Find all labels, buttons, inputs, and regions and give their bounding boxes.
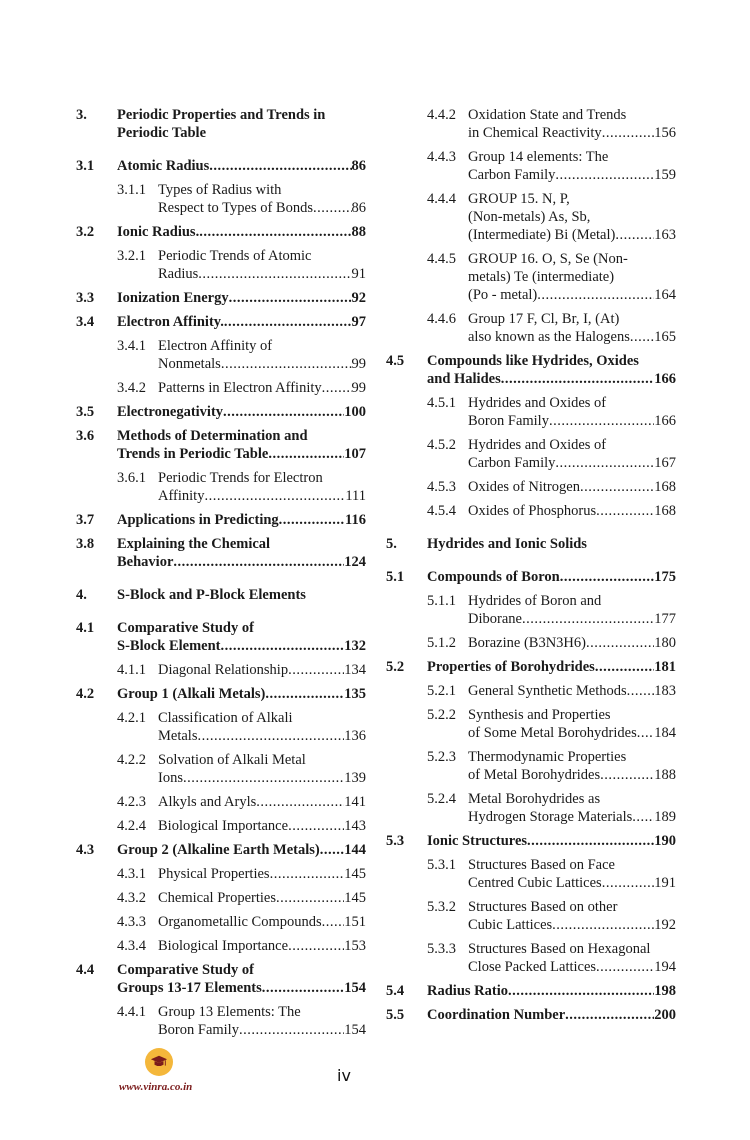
toc-section[interactable]: [386, 982, 676, 1000]
publisher-logo: [145, 1048, 173, 1076]
toc-entry-title: Close Packed Lattices: [468, 959, 597, 975]
dot-leader: [183, 769, 344, 787]
dot-leader: [527, 832, 654, 850]
toc-page-number: 190: [654, 833, 676, 849]
toc-entry-number: 4.2.4: [117, 818, 146, 834]
toc-entry-title: Nonmetals: [158, 356, 221, 372]
toc-entry-number: 4.3.3: [117, 914, 146, 930]
toc-entry-number: 4.2: [76, 686, 95, 702]
dot-leader: [268, 445, 344, 463]
toc-page-number: 111: [345, 488, 366, 504]
toc-subsection[interactable]: [76, 793, 366, 811]
toc-page-number: 143: [344, 818, 366, 834]
dot-leader: [555, 454, 654, 472]
toc-entry-number: 4.4.4: [427, 191, 456, 207]
dot-leader: [586, 634, 654, 652]
dot-leader: [595, 658, 654, 676]
toc-entry-title: (Intermediate) Bi (Metal): [468, 227, 616, 243]
toc-entry-number: 5.2.1: [427, 683, 456, 699]
toc-section[interactable]: [76, 619, 366, 655]
dot-leader: [560, 568, 655, 586]
dot-leader: [256, 793, 344, 811]
toc-page-number: 184: [654, 725, 676, 741]
toc-subsection[interactable]: [76, 661, 366, 679]
dot-leader: [229, 289, 352, 307]
toc-entry-title: Applications in Predicting: [117, 512, 279, 528]
toc-entry-title: Centred Cubic Lattices: [468, 875, 602, 891]
dot-leader: [265, 685, 344, 703]
toc-page-number: 116: [345, 512, 366, 528]
dot-leader: [276, 889, 344, 907]
toc-page-number: 141: [344, 794, 366, 810]
dot-leader: [197, 727, 344, 745]
toc-page-number: 175: [654, 569, 676, 585]
toc-page-number: 166: [654, 413, 676, 429]
toc-page-number: 168: [654, 503, 676, 519]
toc-entry-number: 5.3.2: [427, 899, 456, 915]
toc-page-number: 177: [654, 611, 676, 627]
toc-subsection[interactable]: [386, 190, 676, 244]
dot-leader: [501, 370, 655, 388]
toc-entry-title: also known as the Halogens: [468, 329, 630, 345]
toc-entry-title: Ionic Structures: [427, 833, 528, 849]
toc-subsection[interactable]: [386, 310, 676, 346]
toc-page-number: 107: [344, 446, 366, 462]
dot-leader: [223, 403, 344, 421]
toc-subsection[interactable]: [76, 469, 366, 505]
toc-entry-title: Patterns in Electron Affinity: [158, 380, 322, 396]
toc-page-number: 134: [344, 662, 366, 678]
toc-entry-number: 3.4.1: [117, 338, 146, 354]
toc-entry-number: 3.6.1: [117, 470, 146, 486]
toc-subsection[interactable]: [386, 478, 676, 496]
toc-entry-title: Trends in Periodic Table: [117, 446, 269, 462]
toc-entry-number: 4.3.1: [117, 866, 146, 882]
toc-subsection[interactable]: [386, 148, 676, 184]
dot-leader: [600, 766, 654, 784]
toc-entry-number: 4.5.4: [427, 503, 456, 519]
toc-entry-number: 5.1.1: [427, 593, 456, 609]
toc-entry-title: Structures Based on Hexagonal: [468, 941, 651, 957]
toc-chapter[interactable]: [386, 535, 676, 553]
toc-entry-title: and Halides: [427, 371, 501, 387]
toc-chapter[interactable]: [76, 106, 366, 142]
toc-entry-number: 5.2: [386, 659, 405, 675]
dot-leader: [198, 265, 351, 283]
toc-entry-number: 5.1.2: [427, 635, 456, 651]
toc-subsection[interactable]: [386, 394, 676, 430]
toc-entry-title: Solvation of Alkali Metal: [158, 752, 306, 768]
toc-entry-title: Oxidation State and Trends: [468, 107, 627, 123]
toc-subsection[interactable]: [76, 889, 366, 907]
toc-page-number: 135: [344, 686, 366, 702]
toc-entry-number: 5.3: [386, 833, 405, 849]
toc-entry-title: Boron Family: [468, 413, 549, 429]
toc-page-number: 198: [654, 983, 676, 999]
dot-leader: [262, 979, 345, 997]
toc-entry-title: Structures Based on Face: [468, 857, 615, 873]
dot-leader: [602, 124, 655, 142]
toc-entry-title: Physical Properties: [158, 866, 270, 882]
toc-entry-number: 5.5: [386, 1007, 405, 1023]
toc-entry-number: 4.5.3: [427, 479, 456, 495]
toc-page-number: 99: [351, 356, 366, 372]
toc-entry-number: 3.2.1: [117, 248, 146, 264]
toc-entry-title: Atomic Radius: [117, 158, 210, 174]
toc-entry-title: Synthesis and Properties: [468, 707, 611, 723]
toc-entry-title: Explaining the Chemical: [117, 536, 271, 552]
toc-section[interactable]: [76, 223, 366, 241]
toc-entry-title: Organometallic Compounds: [158, 914, 322, 930]
toc-subsection[interactable]: [76, 247, 366, 283]
toc-section[interactable]: [76, 289, 366, 307]
toc-entry-number: 5.2.4: [427, 791, 456, 807]
toc-entry-title: Cubic Lattices: [468, 917, 553, 933]
toc-entry-title: Ionic Radius.: [117, 224, 200, 240]
toc-entry-title: Periodic Trends of Atomic: [158, 248, 312, 264]
toc-subsection[interactable]: [76, 751, 366, 787]
dot-leader: [204, 487, 345, 505]
toc-page-number: 144: [344, 842, 366, 858]
toc-entry-title: metals) Te (intermediate): [468, 269, 615, 285]
dot-leader: [602, 874, 655, 892]
toc-entry-number: 4.4.3: [427, 149, 456, 165]
toc-entry-title: Periodic Trends for Electron: [158, 470, 323, 486]
toc-page-number: 100: [344, 404, 366, 420]
toc-entry-title: Oxides of Nitrogen: [468, 479, 580, 495]
toc-entry-title: GROUP 15. N, P,: [468, 191, 570, 207]
toc-subsection[interactable]: [76, 913, 366, 931]
dot-leader: [552, 916, 654, 934]
dot-leader: [322, 379, 352, 397]
toc-entry-number: 5.2.2: [427, 707, 456, 723]
toc-page-number: 145: [344, 866, 366, 882]
toc-left-column: [76, 106, 366, 1045]
website-link[interactable]: www.vinra.co.in: [119, 1081, 193, 1093]
toc-entry-number: 4.4.2: [427, 107, 456, 123]
toc-entry-title: Carbon Family: [468, 167, 556, 183]
dot-leader: [320, 841, 345, 859]
toc-entry-title: Compounds like Hydrides, Oxides: [427, 353, 639, 369]
toc-subsection[interactable]: [386, 634, 676, 652]
toc-entry-number: 3.5: [76, 404, 95, 420]
toc-entry-number: 3.3: [76, 290, 95, 306]
toc-page-number: 99: [351, 380, 366, 396]
dot-leader: [288, 817, 344, 835]
toc-entry-title: Boron Family: [158, 1022, 239, 1038]
toc-section[interactable]: [76, 157, 366, 175]
toc-section[interactable]: [76, 313, 366, 331]
toc-entry-number: 4.: [76, 587, 87, 603]
toc-entry-title: (Po - metal): [468, 287, 538, 303]
toc-section[interactable]: [76, 427, 366, 463]
toc-entry-title: Electron Affinity of: [158, 338, 273, 354]
toc-entry-title: Methods of Determination and: [117, 428, 308, 444]
dot-leader: [199, 223, 351, 241]
dot-leader: [549, 412, 654, 430]
toc-entry-number: 4.4: [76, 962, 95, 978]
toc-subsection[interactable]: [76, 1003, 366, 1039]
toc-section[interactable]: [386, 1006, 676, 1024]
toc-subsection[interactable]: [76, 937, 366, 955]
toc-subsection[interactable]: [386, 250, 676, 304]
toc-entry-number: 5.: [386, 536, 397, 552]
toc-entry-number: 3.7: [76, 512, 95, 528]
toc-section[interactable]: [386, 832, 676, 850]
toc-section[interactable]: [76, 403, 366, 421]
toc-entry-title: Radius: [158, 266, 199, 282]
toc-page-number: 145: [344, 890, 366, 906]
toc-entry-title: Electron Affinity.: [117, 314, 224, 330]
toc-entry-title: Ionization Energy: [117, 290, 229, 306]
toc-page-number: 154: [344, 980, 366, 996]
dot-leader: [565, 1006, 654, 1024]
toc-entry-number: 5.2.3: [427, 749, 456, 765]
toc-page-number: 156: [654, 125, 676, 141]
dot-leader: [224, 313, 352, 331]
toc-subsection[interactable]: [76, 337, 366, 373]
toc-entry-title: Behavior: [117, 554, 174, 570]
toc-subsection[interactable]: [386, 790, 676, 826]
toc-page-number: 151: [344, 914, 366, 930]
toc-entry-number: 5.3.3: [427, 941, 456, 957]
toc-entry-title: S-Block Element: [117, 638, 221, 654]
toc-entry-number: 3.2: [76, 224, 95, 240]
toc-section[interactable]: [76, 511, 366, 529]
toc-entry-title: Structures Based on other: [468, 899, 618, 915]
toc-entry-title: Hydrides of Boron and: [468, 593, 602, 609]
toc-entry-title: Respect to Types of Bonds: [158, 200, 313, 216]
toc-page-number: 153: [344, 938, 366, 954]
toc-entry-title: Comparative Study of: [117, 620, 254, 636]
toc-subsection[interactable]: [386, 898, 676, 934]
toc-subsection[interactable]: [386, 592, 676, 628]
toc-page-number: 181: [654, 659, 676, 675]
toc-entry-number: 4.5.2: [427, 437, 456, 453]
toc-entry-title: Affinity: [158, 488, 205, 504]
dot-leader: [537, 286, 654, 304]
toc-section[interactable]: [76, 961, 366, 997]
toc-entry-title: Classification of Alkali: [158, 710, 293, 726]
toc-page-number: 154: [344, 1022, 366, 1038]
toc-subsection[interactable]: [386, 436, 676, 472]
toc-entry-title: Periodic Properties and Trends in: [117, 107, 326, 123]
toc-page-number: 192: [654, 917, 676, 933]
dot-leader: [270, 865, 345, 883]
toc-page-number: 194: [654, 959, 676, 975]
toc-entry-title: Types of Radius with: [158, 182, 282, 198]
toc-entry-title: Oxides of Phosphorus: [468, 503, 597, 519]
dot-leader: [279, 511, 345, 529]
dot-leader: [221, 637, 345, 655]
toc-entry-number: 4.3: [76, 842, 95, 858]
toc-entry-title: Ions: [158, 770, 183, 786]
toc-right-column: [386, 106, 676, 1030]
toc-subsection[interactable]: [76, 181, 366, 217]
toc-page-number: 97: [351, 314, 366, 330]
toc-entry-title: Periodic Table: [117, 125, 207, 141]
toc-entry-number: 4.2.2: [117, 752, 146, 768]
toc-entry-number: 5.4: [386, 983, 405, 999]
toc-entry-title: Hydrides and Oxides of: [468, 395, 607, 411]
toc-entry-title: Biological Importance: [158, 938, 289, 954]
toc-page-number: 189: [654, 809, 676, 825]
toc-page-number: 132: [344, 638, 366, 654]
toc-entry-title: Hydrides and Oxides of: [468, 437, 607, 453]
toc-page-number: 165: [654, 329, 676, 345]
toc-entry-title: Diagonal Relationship: [158, 662, 289, 678]
toc-entry-title: S-Block and P-Block Elements: [117, 587, 306, 603]
toc-entry-title: of Some Metal Borohydrides: [468, 725, 637, 741]
toc-subsection[interactable]: [76, 817, 366, 835]
toc-page-number: 86: [351, 158, 366, 174]
toc-entry-number: 3.1.1: [117, 182, 146, 198]
toc-entry-title: Coordination Number: [427, 1007, 566, 1023]
toc-page-number: 92: [351, 290, 366, 306]
toc-subsection[interactable]: [386, 706, 676, 742]
toc-entry-title: (Non-metals) As, Sb,: [468, 209, 591, 225]
toc-page-number: 91: [351, 266, 366, 282]
toc-entry-title: Carbon Family: [468, 455, 556, 471]
dot-leader: [596, 502, 654, 520]
toc-section[interactable]: [76, 841, 366, 859]
dot-leader: [209, 157, 351, 175]
dot-leader: [173, 553, 344, 571]
toc-entry-number: 3.8: [76, 536, 95, 552]
toc-entry-title: Group 2 (Alkaline Earth Metals): [117, 842, 320, 858]
toc-entry-number: 4.4.6: [427, 311, 456, 327]
toc-chapter[interactable]: [76, 586, 366, 604]
toc-entry-title: Alkyls and Aryls: [158, 794, 257, 810]
toc-page-number: 88: [351, 224, 366, 240]
toc-entry-title: Comparative Study of: [117, 962, 254, 978]
toc-page-number: 163: [654, 227, 676, 243]
toc-entry-number: 4.1.1: [117, 662, 146, 678]
toc-entry-title: Compounds of Boron: [427, 569, 560, 585]
toc-page-number: 86: [351, 200, 366, 216]
toc-entry-number: 4.2.1: [117, 710, 146, 726]
toc-entry-title: General Synthetic Methods: [468, 683, 627, 699]
dot-leader: [555, 166, 654, 184]
toc-entry-number: 4.4.5: [427, 251, 456, 267]
toc-entry-title: Group 13 Elements: The: [158, 1004, 301, 1020]
toc-section[interactable]: [386, 658, 676, 676]
toc-entry-title: Chemical Properties: [158, 890, 276, 906]
dot-leader: [322, 913, 345, 931]
toc-entry-number: 4.1: [76, 620, 95, 636]
toc-entry-title: Group 14 elements: The: [468, 149, 609, 165]
dot-leader: [615, 226, 654, 244]
toc-page-number: 159: [654, 167, 676, 183]
toc-entry-title: Radius Ratio: [427, 983, 508, 999]
dot-leader: [288, 661, 344, 679]
toc-section[interactable]: [386, 352, 676, 388]
toc-entry-number: 4.2.3: [117, 794, 146, 810]
toc-entry-title: Diborane: [468, 611, 522, 627]
toc-page-number: 191: [654, 875, 676, 891]
toc-subsection[interactable]: [76, 379, 366, 397]
dot-leader: [288, 937, 344, 955]
toc-entry-title: Properties of Borohydrides: [427, 659, 595, 675]
toc-subsection[interactable]: [76, 709, 366, 745]
dot-leader: [580, 478, 654, 496]
dot-leader: [239, 1021, 344, 1039]
toc-entry-title: Groups 13-17 Elements: [117, 980, 262, 996]
toc-entry-title: Thermodynamic Properties: [468, 749, 627, 765]
toc-page-number: 139: [344, 770, 366, 786]
toc-entry-number: 5.3.1: [427, 857, 456, 873]
toc-entry-number: 3.6: [76, 428, 95, 444]
toc-entry-title: Group 1 (Alkali Metals): [117, 686, 266, 702]
toc-page-number: 166: [654, 371, 676, 387]
toc-section[interactable]: [386, 568, 676, 586]
toc-entry-number: 4.3.4: [117, 938, 146, 954]
toc-entry-title: of Metal Borohydrides: [468, 767, 601, 783]
dot-leader: [596, 958, 654, 976]
toc-subsection[interactable]: [386, 502, 676, 520]
dot-leader: [313, 199, 352, 217]
toc-entry-number: 3.4.2: [117, 380, 146, 396]
toc-subsection[interactable]: [386, 682, 676, 700]
toc-page-number: 124: [344, 554, 366, 570]
toc-subsection[interactable]: [386, 748, 676, 784]
toc-entry-title: Metal Borohydrides as: [468, 791, 601, 807]
toc-page-number: 180: [654, 635, 676, 651]
toc-page-number: 188: [654, 767, 676, 783]
toc-subsection[interactable]: [76, 865, 366, 883]
toc-page-number: 164: [654, 287, 676, 303]
toc-subsection[interactable]: [386, 940, 676, 976]
toc-entry-title: Electronegativity: [117, 404, 224, 420]
toc-section[interactable]: [76, 685, 366, 703]
page-number: iv: [337, 1066, 351, 1085]
toc-entry-title: GROUP 16. O, S, Se (Non-: [468, 251, 628, 267]
toc-entry-number: 4.4.1: [117, 1004, 146, 1020]
toc-entry-title: in Chemical Reactivity: [468, 125, 602, 141]
toc-entry-number: 3.4: [76, 314, 95, 330]
toc-entry-title: Hydrides and Ionic Solids: [427, 536, 587, 552]
dot-leader: [637, 724, 655, 742]
toc-entry-number: 5.1: [386, 569, 405, 585]
toc-page-number: 136: [344, 728, 366, 744]
toc-entry-number: 4.3.2: [117, 890, 146, 906]
dot-leader: [508, 982, 654, 1000]
dot-leader: [627, 682, 655, 700]
toc-entry-number: 3.1: [76, 158, 95, 174]
dot-leader: [630, 328, 654, 346]
toc-entry-number: 3.: [76, 107, 87, 123]
toc-entry-number: 4.5: [386, 353, 405, 369]
dot-leader: [221, 355, 352, 373]
toc-page-number: 183: [654, 683, 676, 699]
toc-entry-title: Group 17 F, Cl, Br, I, (At): [468, 311, 620, 327]
dot-leader: [632, 808, 654, 826]
toc-page-number: 168: [654, 479, 676, 495]
toc-page-number: 167: [654, 455, 676, 471]
toc-subsection[interactable]: [386, 106, 676, 142]
toc-page-number: 200: [654, 1007, 676, 1023]
toc-entry-title: Metals: [158, 728, 198, 744]
toc-section[interactable]: [76, 535, 366, 571]
toc-subsection[interactable]: [386, 856, 676, 892]
dot-leader: [522, 610, 654, 628]
toc-entry-title: Hydrogen Storage Materials: [468, 809, 633, 825]
graduation-cap-icon: [150, 1053, 168, 1071]
toc-entry-title: Borazine (B3N3H6): [468, 635, 586, 651]
toc-entry-number: 4.5.1: [427, 395, 456, 411]
toc-entry-title: Biological Importance: [158, 818, 289, 834]
